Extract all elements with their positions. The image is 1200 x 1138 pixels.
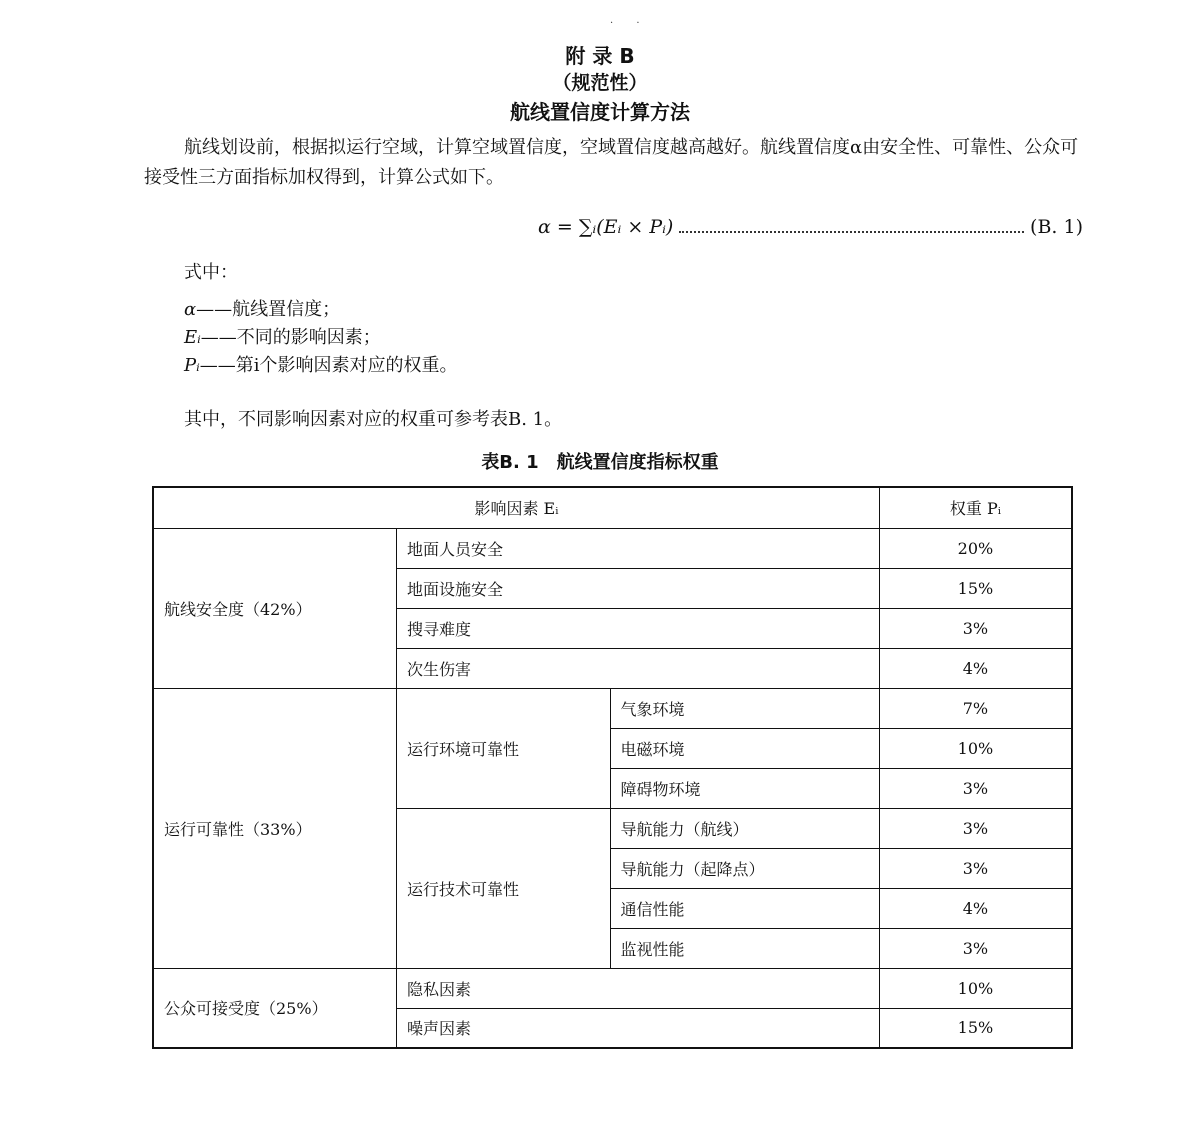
category-acceptance: 公众可接受度（25%） bbox=[153, 968, 397, 1048]
normative-label: （规范性） bbox=[552, 72, 648, 94]
appendix-title: 附 录 B bbox=[565, 44, 635, 68]
table-row bbox=[153, 688, 1072, 728]
factor-name: 搜寻难度 bbox=[397, 608, 880, 648]
factor-name: 气象环境 bbox=[610, 688, 879, 728]
definition-text: ——第i个影响因素对应的权重。 bbox=[199, 355, 458, 376]
weight-table bbox=[152, 486, 1073, 1049]
factor-weight: 3% bbox=[879, 808, 1072, 848]
factor-weight: 10% bbox=[879, 968, 1072, 1008]
definition-text: ——不同的影响因素； bbox=[200, 327, 381, 348]
factor-name: 噪声因素 bbox=[397, 1008, 880, 1048]
factor-weight: 15% bbox=[879, 568, 1072, 608]
table-row bbox=[153, 968, 1072, 1008]
definition-text: ——航线置信度； bbox=[196, 299, 341, 320]
factor-name: 障碍物环境 bbox=[610, 768, 879, 808]
factor-name: 通信性能 bbox=[610, 888, 879, 928]
header-factor: 影响因素 Eᵢ bbox=[153, 487, 879, 528]
definition-symbol: α bbox=[184, 299, 197, 320]
definition-symbol: Pᵢ bbox=[184, 355, 200, 376]
factor-weight: 3% bbox=[879, 928, 1072, 968]
factor-name: 导航能力（起降点） bbox=[610, 848, 879, 888]
formula-number: (B. 1) bbox=[1030, 216, 1083, 238]
intro-paragraph: 航线划设前，根据拟运行空域，计算空域置信度，空域置信度越高越好。航线置信度α由安全性、可靠性、公众可接受性三方面指标加权得到，计算公式如下。 bbox=[144, 137, 1079, 188]
factor-name: 地面人员安全 bbox=[397, 528, 880, 568]
table-reference: 其中，不同影响因素对应的权重可参考表B. 1。 bbox=[184, 409, 563, 430]
factor-weight: 3% bbox=[879, 848, 1072, 888]
factor-name: 隐私因素 bbox=[397, 968, 880, 1008]
definition-symbol: Eᵢ bbox=[184, 327, 201, 348]
factor-weight: 20% bbox=[879, 528, 1072, 568]
factor-weight: 7% bbox=[879, 688, 1072, 728]
factor-weight: 3% bbox=[879, 608, 1072, 648]
definition-e bbox=[184, 323, 381, 349]
factor-weight: 4% bbox=[879, 888, 1072, 928]
definition-alpha bbox=[184, 295, 340, 321]
formula: α = ∑ᵢ(Eᵢ × Pᵢ) bbox=[538, 216, 674, 238]
formula-leader bbox=[679, 221, 1024, 233]
factor-weight: 10% bbox=[879, 728, 1072, 768]
section-title: 航线置信度计算方法 bbox=[510, 100, 690, 124]
table-row bbox=[153, 528, 1072, 568]
factor-name: 电磁环境 bbox=[610, 728, 879, 768]
subcategory-env: 运行环境可靠性 bbox=[397, 688, 610, 808]
where-label: 式中： bbox=[184, 262, 238, 283]
factor-weight: 3% bbox=[879, 768, 1072, 808]
factor-weight: 15% bbox=[879, 1008, 1072, 1048]
subcategory-tech: 运行技术可靠性 bbox=[397, 808, 610, 968]
category-reliability: 运行可靠性（33%） bbox=[153, 688, 397, 968]
factor-name: 地面设施安全 bbox=[397, 568, 880, 608]
header-marks: · · bbox=[610, 18, 650, 29]
category-safety: 航线安全度（42%） bbox=[153, 528, 397, 688]
factor-name: 次生伤害 bbox=[397, 648, 880, 688]
formula-line bbox=[538, 216, 1083, 238]
factor-name: 监视性能 bbox=[610, 928, 879, 968]
table-caption: 表B. 1 航线置信度指标权重 bbox=[481, 452, 719, 473]
factor-weight: 4% bbox=[879, 648, 1072, 688]
table-header-row bbox=[153, 487, 1072, 528]
factor-name: 导航能力（航线） bbox=[610, 808, 879, 848]
definition-p bbox=[184, 351, 458, 377]
header-weight: 权重 Pᵢ bbox=[879, 487, 1072, 528]
